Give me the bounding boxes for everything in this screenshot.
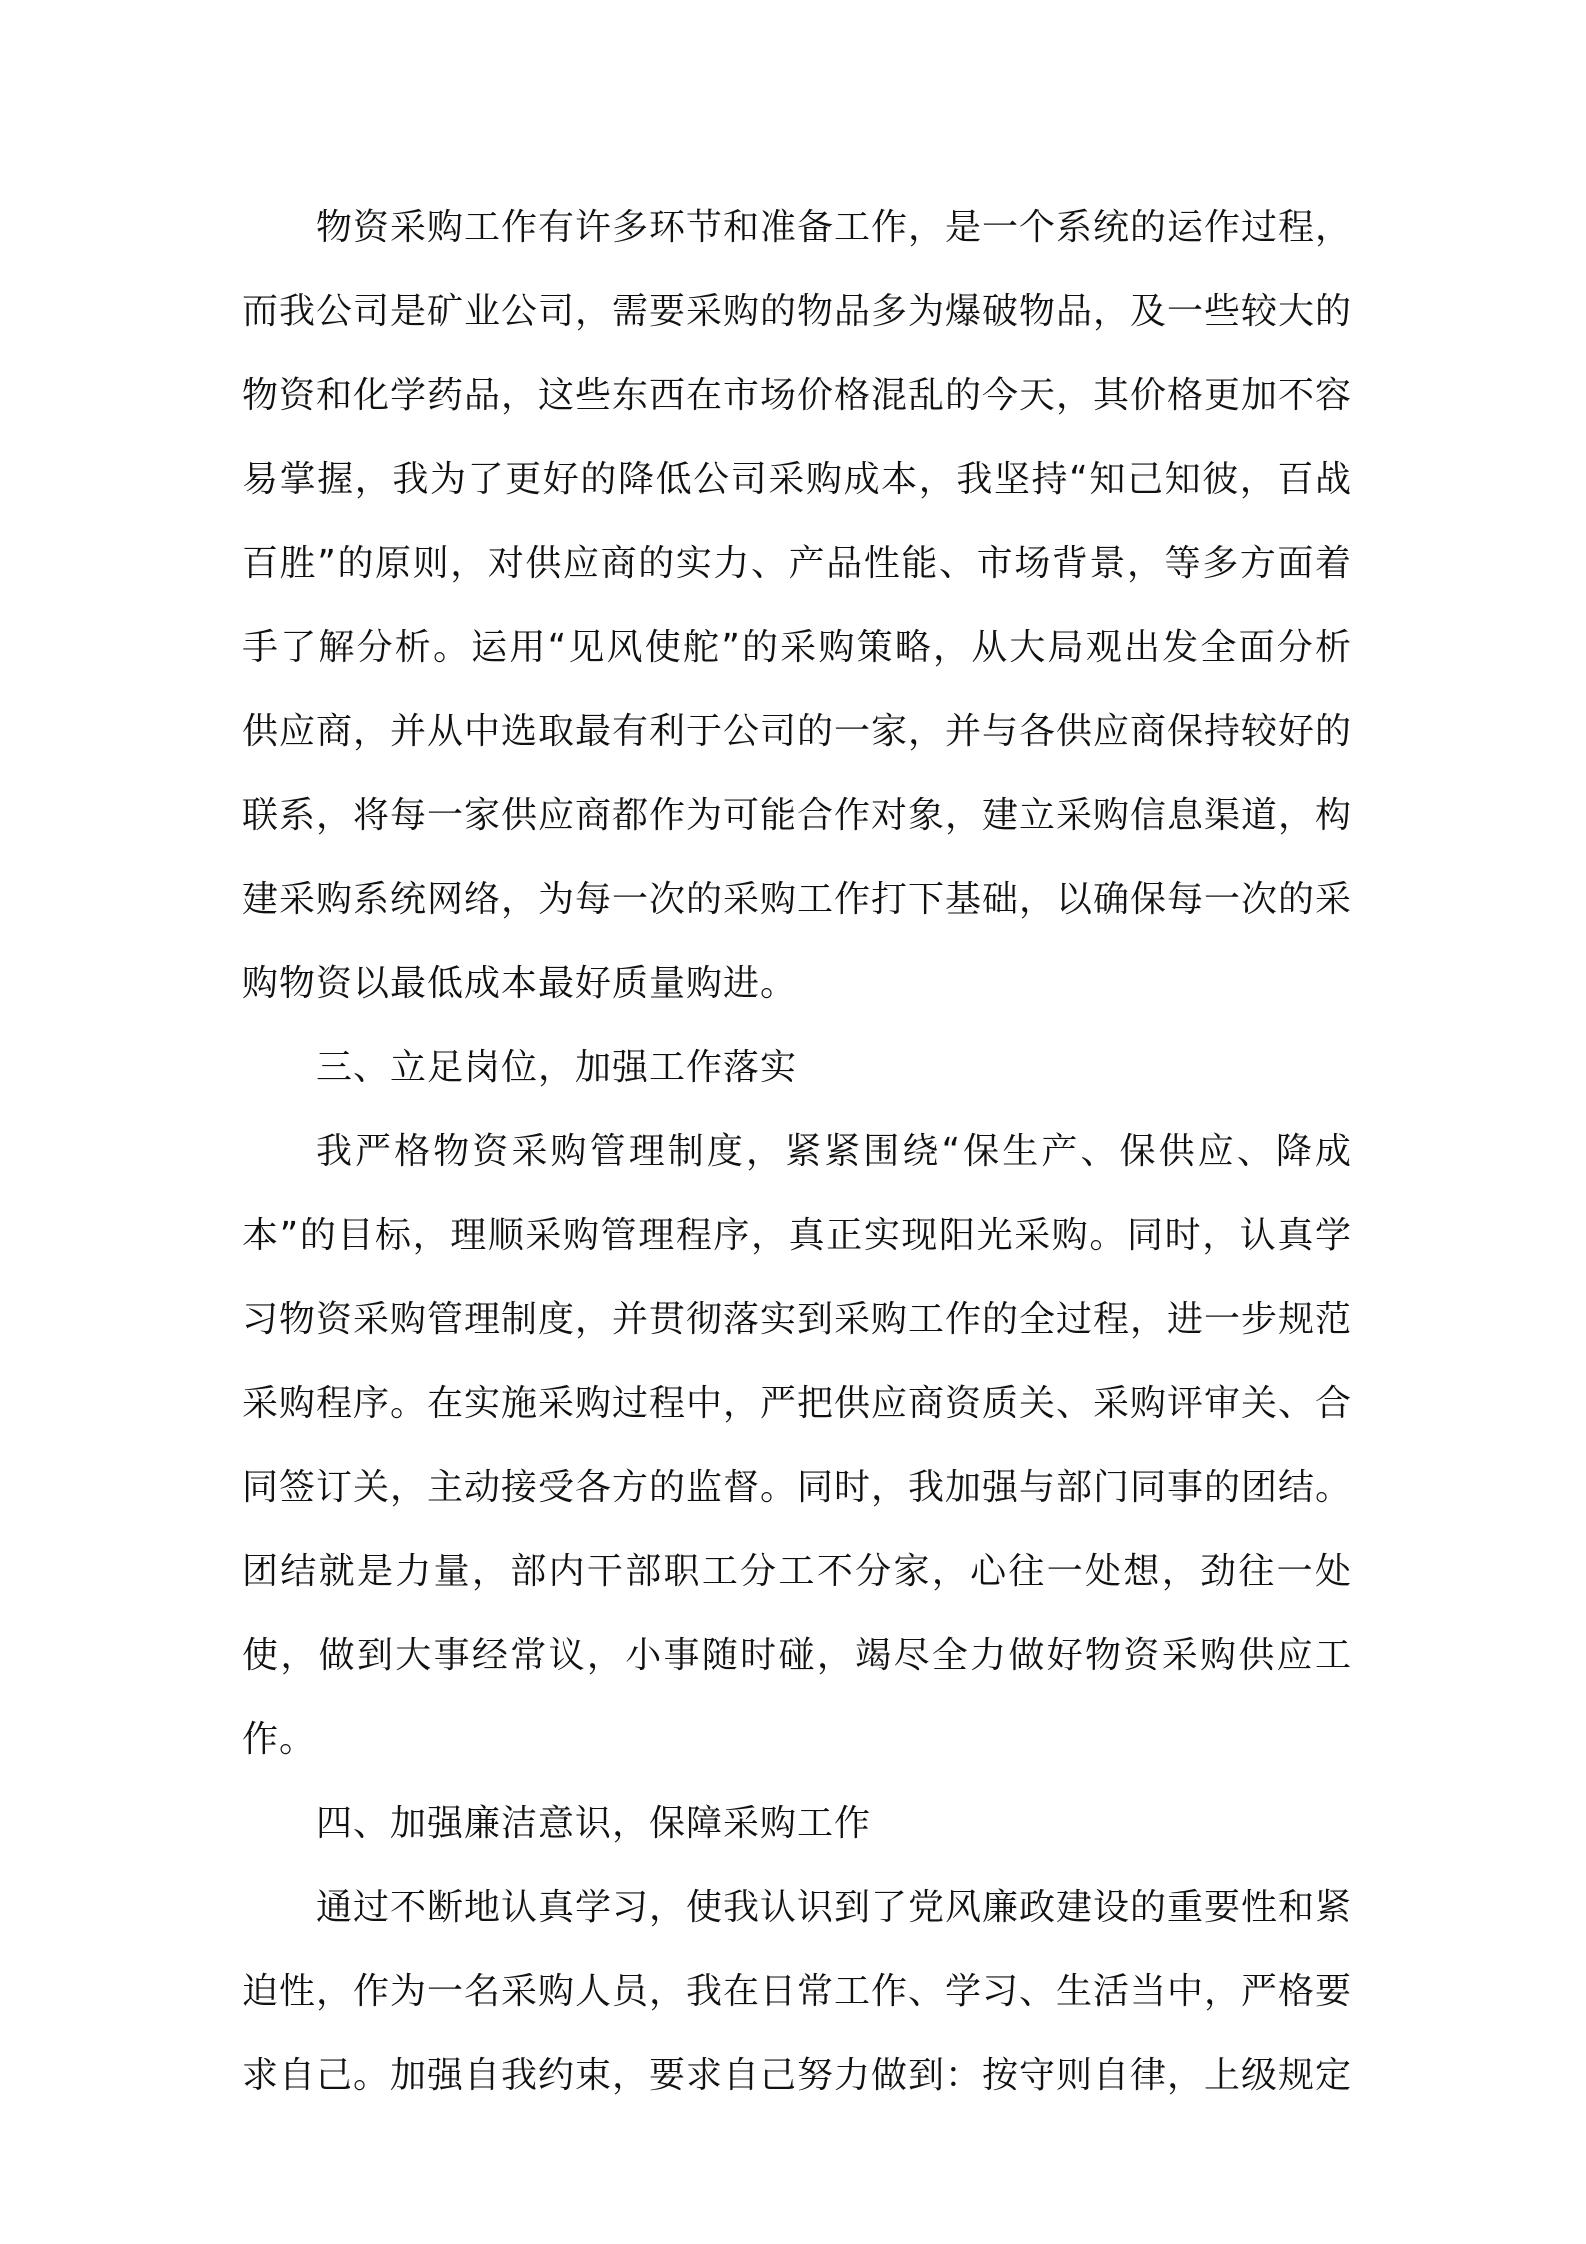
- document-body: [242, 186, 1352, 2118]
- paragraph-work-implementation: 我严格物资采购管理制度，紧紧围绕“保生产、保供应、降成本”的目标，理顺采购管理程序，真正实现阳光采购。同时，认真学习物资采购管理制度，并贯彻落实到采购工作的全过程，进一步规范采购程序。在实施采购过程中，严把供应商资质关、采购评审关、合同签订关，主动接受各方的监督。同时，我加强与部门同事的团结。团结就是力量，部内干部职工分工不分家，心往一处想，劲往一处使，做到大事经常议，小事随时碰，竭尽全力做好物资采购供应工作。: [242, 1131, 1353, 1760]
- paragraph-integrity-awareness: 通过不断地认真学习，使我认识到了党风廉政建设的重要性和紧迫性，作为一名采购人员，我在日常工作、学习、生活当中，严格要求自己。加强自我约束，要求自己努力做到：按守则自律，上级规定: [242, 1887, 1353, 2096]
- paragraph-procurement-strategy: 物资采购工作有许多环节和准备工作，是一个系统的运作过程，而我公司是矿业公司，需要采购的物品多为爆破物品，及一些较大的物资和化学药品，这些东西在市场价格混乱的今天，其价格更加不容易掌握，我为了更好的降低公司采购成本，我坚持“知己知彼，百战百胜”的原则，对供应商的实力、产品性能、市场背景，等多方面着手了解分析。运用“见风使舵”的采购策略，从大局观出发全面分析供应商，并从中选取最有利于公司的一家，并与各供应商保持较好的联系，将每一家供应商都作为可能合作对象，建立采购信息渠道，构建采购系统网络，为每一次的采购工作打下基础，以确保每一次的采购物资以最低成本最好质量购进。: [242, 207, 1353, 1004]
- section-heading-3: 三、立足岗位，加强工作落实: [316, 1047, 798, 1088]
- section-heading-4: 四、加强廉洁意识，保障采购工作: [316, 1803, 872, 1844]
